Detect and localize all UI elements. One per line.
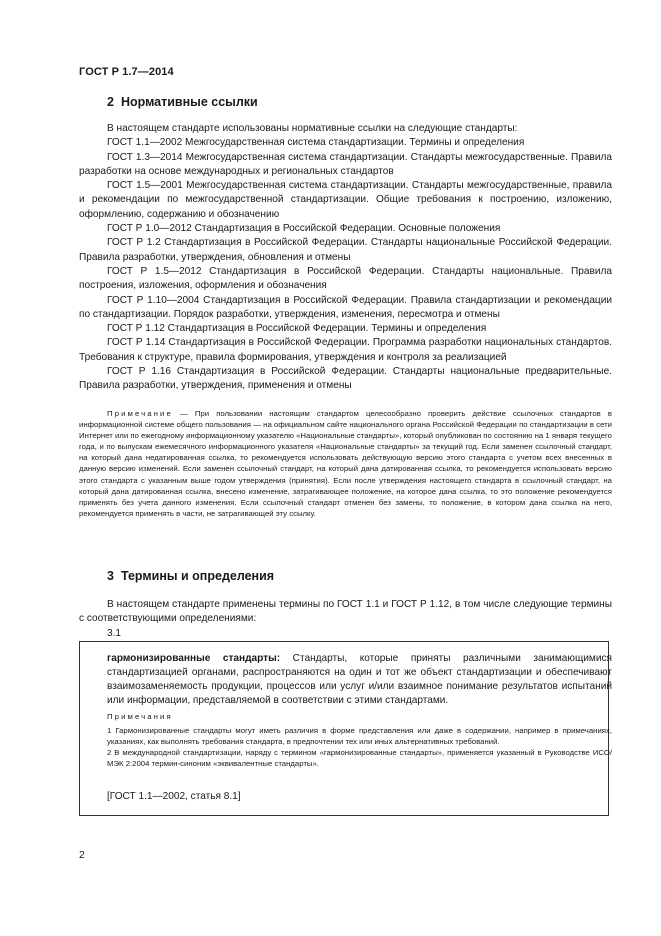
section-3-body bbox=[79, 598, 612, 641]
section-2-body bbox=[79, 122, 612, 394]
section-2-title: Нормативные ссылки bbox=[120, 95, 258, 109]
section-3-heading bbox=[107, 569, 274, 583]
note-label: Примечание bbox=[107, 409, 173, 418]
term-name: гармонизированные стандарты: bbox=[107, 653, 281, 664]
ref-item: ГОСТ Р 1.16 Стандартизация в Российской Федерации. Стандарты национальные предварительные. Правила разработки, утверждения, применения и отмены bbox=[79, 366, 612, 392]
section-3-intro: В настоящем стандарте применены термины по ГОСТ 1.1 и ГОСТ Р 1.12, в том числе следующие термины с соответствующими определениями: bbox=[79, 599, 612, 625]
ref-item: ГОСТ 1.1—2002 Межгосударственная система стандартизации. Термины и определения bbox=[107, 137, 525, 149]
ref-item: ГОСТ 1.3—2014 Межгосударственная система стандартизации. Стандарты межгосударственные. Правила разработки на основе международных и региональных стандартов bbox=[79, 151, 612, 177]
section-2-number: 2 bbox=[107, 95, 114, 109]
section-2-heading bbox=[107, 95, 258, 109]
ref-item: ГОСТ Р 1.12 Стандартизация в Российской Федерации. Термины и определения bbox=[107, 323, 487, 335]
term-note-1: 1 Гармонизированные стандарты могут иметь различия в форме представления или даже в содержании, например в примечаниях, указаниях, как выполнять требования стандарта, в предпочтении тех или иных альтернативных требований. bbox=[107, 726, 612, 746]
note-text: — При пользовании настоящим стандартом целесообразно проверить действие ссылочных стандартов в информационной системе общего пользования — на официальном сайте национального органа Российской Федерации по стандартизации в сети Интернет или по ежегодному информационному указателю «Национальные стандарты», который опубликован по состоянию на 1 января текущего года, и по выпускам ежемесячного информационного указателя «Национальные стандарты» за текущий год. Если заменен ссылочный стандарт, на который дана недатированная ссылка, то рекомендуется использовать действующую версию этого стандарта с учетом всех внесенных в данную версию изменений. Если заменен ссылочный стандарт, на который дана датированная ссылка, то рекомендуется использовать версию этого стандарта с указанным выше годом утверждения (принятия). Если после утверждения настоящего стандарта в ссылочный стандарт, на который дана датированная ссылка, внесено изменение, затрагивающее положение, на которое дана ссылка, то это положение рекомендуется применять без учета данного изменения. Если ссылочный стандарт отменен без замены, то положение, в котором дана ссылка на него, рекомендуется применять в части, не затрагивающей эту ссылку. bbox=[79, 409, 612, 518]
term-notes-label: Примечания bbox=[107, 712, 173, 721]
ref-item: ГОСТ Р 1.2 Стандартизация в Российской Федерации. Стандарты национальные Российской Федерации. Правила разработки, утверждения, обновления и отмены bbox=[79, 237, 612, 263]
ref-item: ГОСТ Р 1.10—2004 Стандартизация в Российской Федерации. Правила стандартизации и рекомендации по стандартизации. Порядок разработки, утверждения, изменения, пересмотра и отмены bbox=[79, 294, 612, 320]
section-2-intro: В настоящем стандарте использованы нормативные ссылки на следующие стандарты: bbox=[107, 123, 518, 134]
term-definition bbox=[107, 652, 612, 708]
section-2-note bbox=[79, 408, 612, 519]
document-header: ГОСТ Р 1.7—2014 bbox=[79, 66, 174, 78]
section-3-title: Термины и определения bbox=[120, 569, 275, 583]
term-notes bbox=[107, 711, 612, 769]
ref-item: ГОСТ 1.5—2001 Межгосударственная система стандартизации. Стандарты межгосударственные, правила и рекомендации по межгосударственной стандартизации. Общие требования к построению, изложению, оформлению, содержанию и обозначению bbox=[79, 180, 612, 220]
term-source: [ГОСТ 1.1—2002, статья 8.1] bbox=[107, 791, 241, 802]
term-item-number: 3.1 bbox=[107, 627, 122, 639]
term-note-2: 2 В международной стандартизации, наряду с термином «гармонизированные стандарты», применяется указанный в Руководстве ИСО/МЭК 2:2004 термин-синоним «эквивалентные стандарты». bbox=[107, 748, 612, 768]
ref-item: ГОСТ Р 1.5—2012 Стандартизация в Российской Федерации. Стандарты национальные. Правила построения, изложения, оформления и обозначения bbox=[79, 265, 612, 292]
page-number: 2 bbox=[79, 849, 85, 861]
term-definition-text: Стандарты, которые приняты различными занимающимися стандартизацией органами, распространяются на один и тот же объект стандартизации и обеспечивают взаимозаменяемость продукции, процессов или услуг и/или взаимное понимание результатов испытаний или информации, представляемой в соответствии с этими стандартами. bbox=[107, 653, 612, 706]
section-3-number: 3 bbox=[107, 569, 114, 583]
ref-item: ГОСТ Р 1.14 Стандартизация в Российской Федерации. Программа разработки национальных стандартов. Требования к структуре, правила формирования, утверждения и контроля за реализацией bbox=[79, 337, 612, 363]
ref-item: ГОСТ Р 1.0—2012 Стандартизация в Российской Федерации. Основные положения bbox=[107, 223, 501, 235]
